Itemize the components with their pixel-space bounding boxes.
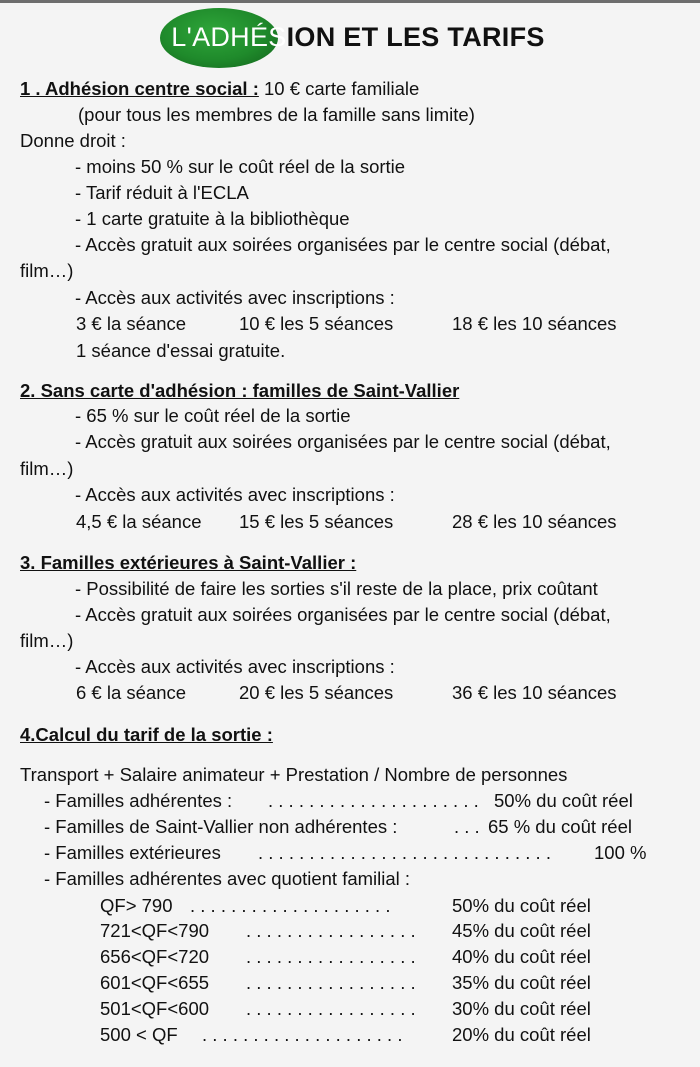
section-4-heading: 4.Calcul du tarif de la sortie : <box>20 724 273 745</box>
section-1-bullet-5: - Accès aux activités avec inscriptions : <box>75 287 395 308</box>
qf-row-leader: . . . . . . . . . . . . . . . . . <box>246 920 416 941</box>
qf-row-label: 721<QF<790 <box>100 920 210 941</box>
section-2-price-1: 4,5 € la séance <box>76 511 202 532</box>
section-2-bullet-3: - Accès aux activités avec inscriptions : <box>75 484 395 505</box>
qf-row-leader: . . . . . . . . . . . . . . . . . . . . <box>190 895 391 916</box>
section-1-heading-value: 10 € carte familiale <box>258 78 420 99</box>
qf-label: - Familles adhérentes avec quotient familial : <box>44 868 411 889</box>
qf-row-leader: . . . . . . . . . . . . . . . . . . . . <box>202 1024 403 1045</box>
section-2-price-2: 15 € les 5 séances <box>239 511 394 532</box>
section-3-bullet-2: - Accès gratuit aux soirées organisées par le centre social (débat, <box>75 604 611 625</box>
qf-row-value: 30% du coût réel <box>452 998 591 1019</box>
section-4-formula: Transport + Salaire animateur + Prestation / Nombre de personnes <box>20 764 568 785</box>
qf-row-label: QF> 790 <box>100 895 173 916</box>
section-2-heading-line <box>20 380 459 402</box>
section-1-bullet-4: - Accès gratuit aux soirées organisées par le centre social (débat, <box>75 234 611 255</box>
section-3-bullet-1: - Possibilité de faire les sorties s'il reste de la place, prix coûtant <box>75 578 598 599</box>
qf-row-label: 501<QF<600 <box>100 998 210 1019</box>
section-2-heading: 2. Sans carte d'adhésion : familles de Saint-Vallier <box>20 380 460 401</box>
rate-row-label: - Familles adhérentes : <box>44 790 233 811</box>
section-2-bullet-1: - 65 % sur le coût réel de la sortie <box>75 405 351 426</box>
qf-row-value: 20% du coût réel <box>452 1024 591 1045</box>
qf-row-value: 35% du coût réel <box>452 972 591 993</box>
section-1-heading-line <box>20 78 419 100</box>
page-title <box>8 22 700 53</box>
qf-row-value: 50% du coût réel <box>452 895 591 916</box>
section-1-sub: (pour tous les membres de la famille sans limite) <box>78 104 475 125</box>
section-3-price-2: 20 € les 5 séances <box>239 682 394 703</box>
section-1-bullet-3: - 1 carte gratuite à la bibliothèque <box>75 208 350 229</box>
qf-row-leader: . . . . . . . . . . . . . . . . . <box>246 972 416 993</box>
rate-row-leader: . . . . . . . . . . . . . . . . . . . . . . . . . . . . . <box>258 842 551 863</box>
rate-row-value: 50% du coût réel <box>494 790 633 811</box>
qf-row-label: 656<QF<720 <box>100 946 210 967</box>
section-2-price-3: 28 € les 10 séances <box>452 511 617 532</box>
section-2-bullet-2: - Accès gratuit aux soirées organisées par le centre social (débat, <box>75 431 611 452</box>
title-highlight: L'ADHÉS <box>171 22 287 52</box>
section-4-heading-line <box>20 724 273 746</box>
rate-row-leader: . . . . . . . . . . . . . . . . . . . . . <box>268 790 479 811</box>
section-1-bullet-4-cont: film…) <box>20 260 74 281</box>
section-1-bullet-1: - moins 50 % sur le coût réel de la sortie <box>75 156 406 177</box>
title-block <box>0 8 700 68</box>
section-3-price-1: 6 € la séance <box>76 682 187 703</box>
section-2-bullet-2-cont: film…) <box>20 458 74 479</box>
qf-row-leader: . . . . . . . . . . . . . . . . . <box>246 998 416 1019</box>
rate-row-leader: . . . <box>454 816 480 837</box>
section-3-price-3: 36 € les 10 séances <box>452 682 617 703</box>
qf-row-value: 40% du coût réel <box>452 946 591 967</box>
section-1-price-1: 3 € la séance <box>76 313 187 334</box>
section-3-bullet-3: - Accès aux activités avec inscriptions : <box>75 656 395 677</box>
rate-row-label: - Familles de Saint-Vallier non adhérentes : <box>44 816 398 837</box>
qf-row-leader: . . . . . . . . . . . . . . . . . <box>246 946 416 967</box>
section-1-rights: Donne droit : <box>20 130 126 151</box>
section-1-bullet-2: - Tarif réduit à l'ECLA <box>75 182 249 203</box>
title-rest: ION ET LES TARIFS <box>286 22 545 52</box>
section-1-price-3: 18 € les 10 séances <box>452 313 617 334</box>
section-3-heading-line <box>20 552 356 574</box>
section-3-heading: 3. Familles extérieures à Saint-Vallier : <box>20 552 357 573</box>
qf-row-label: 601<QF<655 <box>100 972 210 993</box>
rate-row-value: 100 % <box>594 842 647 863</box>
rate-row-value: 65 % du coût réel <box>488 816 632 837</box>
qf-row-value: 45% du coût réel <box>452 920 591 941</box>
section-1-price-2: 10 € les 5 séances <box>239 313 394 334</box>
section-3-bullet-2-cont: film…) <box>20 630 74 651</box>
top-border <box>0 0 700 3</box>
rate-row-label: - Familles extérieures <box>44 842 221 863</box>
qf-row-label: 500 < QF <box>100 1024 178 1045</box>
section-1-trial: 1 séance d'essai gratuite. <box>76 340 286 361</box>
section-1-heading: 1 . Adhésion centre social : <box>20 78 259 99</box>
